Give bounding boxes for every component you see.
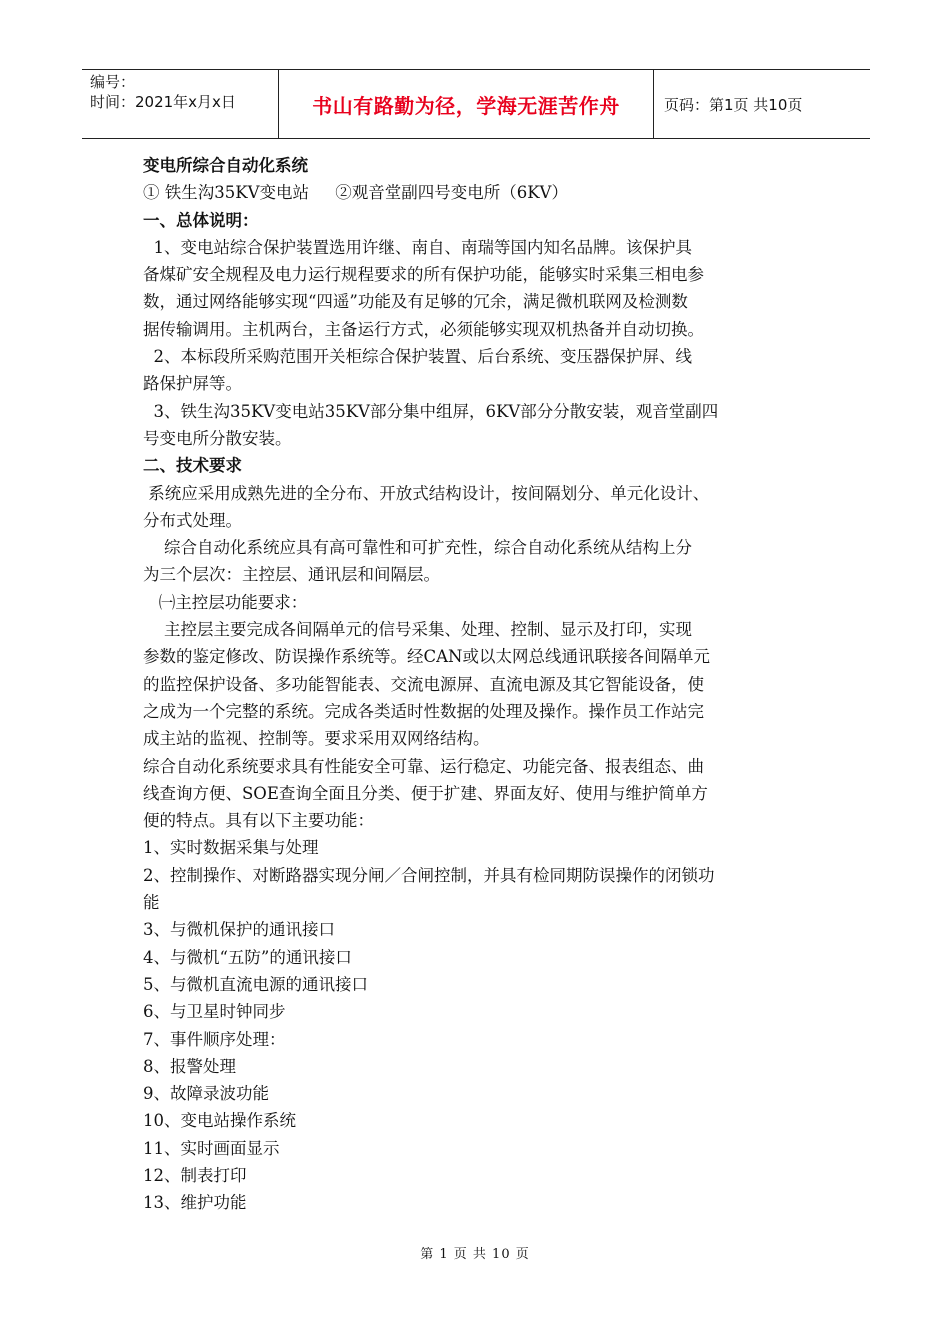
paragraph-line: 7、事件顺序处理： (143, 1029, 286, 1049)
paragraph-line: 数，通过网络能够实现“四遥”功能及有足够的冗余，满足微机联网及检测数 (143, 292, 688, 312)
paragraph-line: 8、报警处理 (143, 1056, 236, 1076)
paragraph-line: 1、实时数据采集与处理 (143, 838, 319, 858)
paragraph-line: 综合自动化系统要求具有性能安全可靠、运行稳定、功能完备、报表组态、曲 (143, 756, 704, 776)
paragraph-line: 11、实时画面显示 (143, 1138, 280, 1158)
paragraph-line: ㈠主控层功能要求： (143, 592, 308, 612)
header-slogan: 书山有路勤为径，学海无涯苦作舟 (279, 70, 654, 138)
paragraph-line: 1、变电站综合保护装置选用许继、南自、南瑞等国内知名品牌。该保护具 (143, 237, 692, 257)
paragraph-line: 10、变电站操作系统 (143, 1111, 296, 1131)
section1-heading: 一、总体说明： (143, 210, 259, 230)
page-header (82, 69, 870, 139)
paragraph-line: 9、故障录波功能 (143, 1084, 269, 1104)
document-body (143, 152, 811, 1217)
paragraph-line: 12、制表打印 (143, 1165, 247, 1185)
section2-heading: 二、技术要求 (143, 456, 242, 476)
paragraph-line: 分布式处理。 (143, 510, 242, 530)
paragraph-line: 5、与微机直流电源的通讯接口 (143, 974, 368, 994)
paragraph-line: 2、本标段所采购范围开关柜综合保护装置、后台系统、变压器保护屏、线 (143, 347, 692, 367)
paragraph-line: 综合自动化系统应具有高可靠性和可扩充性，综合自动化系统从结构上分 (143, 538, 692, 558)
page-footer: 第 1 页 共 10 页 (420, 1247, 530, 1262)
paragraph-line: 之成为一个完整的系统。完成各类适时性数据的处理及操作。操作员工作站完 (143, 701, 704, 721)
paragraph-line: 的监控保护设备、多功能智能表、交流电源屏、直流电源及其它智能设备，使 (143, 674, 704, 694)
paragraph-line: 号变电所分散安装。 (143, 428, 292, 448)
section2-body (143, 480, 811, 1217)
paragraph-line: 系统应采用成熟先进的全分布、开放式结构设计，按间隔划分、单元化设计、 (143, 483, 710, 503)
paragraph-line: 据传输调用。主机两台，主备运行方式，必须能够实现双机热备并自动切换。 (143, 319, 704, 339)
paragraph-line: 路保护屏等。 (143, 374, 242, 394)
paragraph-line: 参数的鉴定修改、防误操作系统等。经CAN或以太网总线通讯联接各间隔单元 (143, 647, 710, 667)
paragraph-line: 备煤矿安全规程及电力运行规程要求的所有保护功能，能够实时采集三相电参 (143, 265, 704, 285)
section1-body (143, 234, 811, 452)
paragraph-line: 能 (143, 893, 160, 913)
paragraph-line: 主控层主要完成各间隔单元的信号采集、处理、控制、显示及打印，实现 (143, 620, 692, 640)
paragraph-line: 3、铁生沟35KV变电站35KV部分集中组屏，6KV部分分散安装，观音堂副四 (143, 401, 719, 421)
sites-line: ① 铁生沟35KV变电站 ②观音堂副四号变电所（6KV） (143, 183, 568, 203)
document-number-label: 编号： (90, 73, 136, 91)
paragraph-line: 线查询方便、SOE查询全面且分类、便于扩建、界面友好、使用与维护简单方 (143, 783, 708, 803)
paragraph-line: 成主站的监视、控制等。要求采用双网络结构。 (143, 729, 490, 749)
document-title: 变电所综合自动化系统 (143, 156, 308, 175)
header-page-info: 页码：第1页 共10页 (664, 95, 803, 114)
document-time-label: 时间：2021年x月x日 (90, 93, 236, 111)
header-left-cell (82, 70, 279, 138)
paragraph-line: 3、与微机保护的通讯接口 (143, 920, 335, 940)
paragraph-line: 便的特点。具有以下主要功能： (143, 811, 374, 831)
paragraph-line: 2、控制操作、对断路器实现分闸／合闸控制，并具有检同期防误操作的闭锁功 (143, 865, 715, 885)
paragraph-line: 13、维护功能 (143, 1193, 247, 1213)
paragraph-line: 4、与微机“五防”的通讯接口 (143, 947, 352, 967)
paragraph-line: 6、与卫星时钟同步 (143, 1002, 286, 1022)
paragraph-line: 为三个层次：主控层、通讯层和间隔层。 (143, 565, 440, 585)
